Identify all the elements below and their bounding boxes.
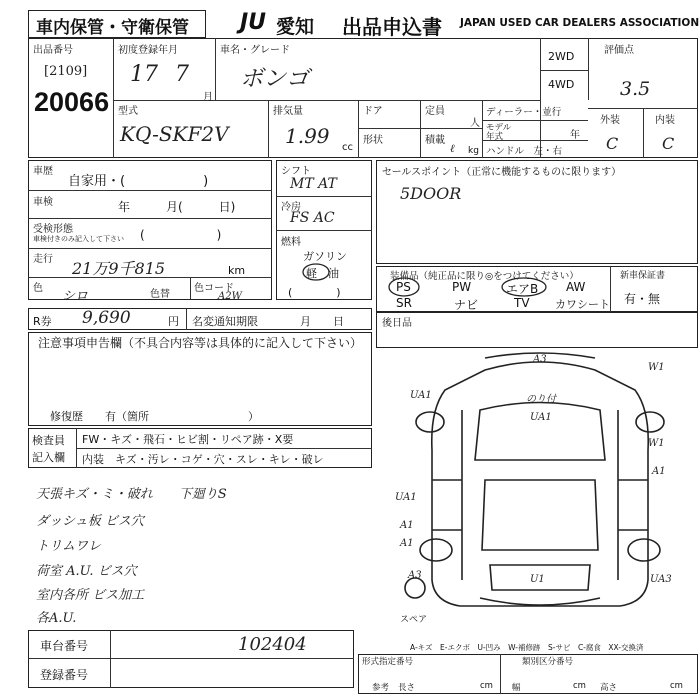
form-title: 出品申込書 bbox=[342, 15, 442, 39]
recycle-unit: 円 bbox=[168, 315, 179, 328]
model-value: KQ-SKF2V bbox=[120, 122, 229, 146]
color-value: シロ bbox=[62, 289, 89, 304]
selling-point-value: 5DOOR bbox=[400, 184, 462, 203]
lot-number-label: 出品番号 bbox=[33, 45, 73, 56]
mileage-label: 走行 bbox=[33, 254, 53, 265]
payload-value: ℓ bbox=[450, 142, 455, 155]
payload-label: 積載 bbox=[425, 135, 445, 146]
doors-label: ドア bbox=[363, 106, 383, 117]
damage-mark-a1-right: A1 bbox=[652, 466, 666, 477]
equipment-label: 装備品（純正品に限り◎をつけてください） bbox=[390, 271, 579, 282]
lot-code: [2109] bbox=[44, 64, 88, 79]
damage-mark-a1-left2: A1 bbox=[400, 538, 414, 549]
exterior-grade: C bbox=[606, 134, 619, 153]
score-label: 評価点 bbox=[604, 45, 634, 56]
lot-number: 20066 bbox=[34, 87, 110, 117]
receive-value: ( ) bbox=[140, 228, 222, 242]
damage-legend: A-キズ E-エクボ U-凹み W-補修跡 S-サビ C-腐食 XX-交換済 bbox=[410, 643, 644, 652]
note-line-3: トリムワレ bbox=[36, 539, 102, 554]
receive-sub: 車検付きのみ記入して下さい bbox=[33, 235, 124, 243]
damage-mark-w1-right: W1 bbox=[648, 438, 665, 449]
equip-circles bbox=[384, 276, 584, 300]
receive-label: 受検形態 bbox=[33, 224, 73, 235]
fuel-circle bbox=[301, 262, 331, 282]
height-unit: cm bbox=[670, 681, 683, 691]
logo-text: 愛知 bbox=[276, 16, 315, 38]
notes-label: 注意事項申告欄（不具合内容等は具体的に記入して下さい） bbox=[38, 336, 363, 350]
month-unit: 月 bbox=[203, 92, 213, 103]
warranty-value: 有・無 bbox=[624, 292, 661, 306]
model-year-label-2: 年式 bbox=[486, 132, 504, 142]
drive-4wd: 4WD bbox=[548, 78, 575, 91]
recycle-value: 9,690 bbox=[82, 308, 131, 328]
width-unit: cm bbox=[573, 681, 586, 691]
inspection-label: 車検 bbox=[33, 197, 53, 208]
mileage-unit: km bbox=[228, 264, 246, 277]
transfer-label: 名変通知期限 bbox=[192, 315, 258, 328]
damage-mark-ua1-left: UA1 bbox=[410, 390, 432, 401]
equip-pw: PW bbox=[452, 280, 472, 294]
damage-mark-ua1-roof: UA1 bbox=[530, 412, 552, 423]
color-change-label: 色替 bbox=[150, 289, 170, 300]
color-code-value: A2W bbox=[218, 291, 242, 302]
inspector-line-2: 内装 キズ・汚レ・コゲ・穴・スレ・キレ・破レ bbox=[82, 453, 324, 466]
ac-label: 冷房 bbox=[281, 202, 301, 213]
fuel-label: 燃料 bbox=[281, 237, 301, 248]
inspection-value: 年 月( 日) bbox=[118, 200, 236, 214]
capacity-label: 定員 bbox=[425, 106, 445, 117]
car-diagram bbox=[390, 350, 690, 620]
damage-mark-a3-left: A3 bbox=[408, 570, 422, 581]
storage-note: 車内保管・守衛保管 bbox=[36, 18, 189, 38]
fuel-value-3: ( ) bbox=[288, 286, 341, 299]
inspector-line-1: FW・キズ・飛石・ヒビ割・リペア跡・X要 bbox=[82, 433, 294, 446]
capacity-unit: 人 bbox=[470, 118, 480, 129]
association-name: JAPAN USED CAR DEALERS ASSOCIATION bbox=[460, 17, 700, 29]
chassis-label: 車台番号 bbox=[40, 639, 89, 653]
history-value: 自家用・( ) bbox=[68, 174, 209, 189]
color-code-label: 色コード bbox=[194, 283, 234, 294]
note-line-5: 室内各所 ビス加工 bbox=[36, 588, 145, 603]
length-unit: cm bbox=[480, 681, 493, 691]
displacement-label: 排気量 bbox=[273, 106, 303, 117]
damage-mark-a3-top: A3 bbox=[533, 354, 547, 365]
ref-label: 参考 bbox=[372, 683, 390, 693]
equip-tv: TV bbox=[514, 296, 530, 310]
chassis-value: 102404 bbox=[238, 634, 307, 655]
drive-2wd: 2WD bbox=[548, 50, 575, 63]
mileage-value: 21万9千815 bbox=[72, 259, 166, 278]
displacement-value: 1.99 bbox=[285, 124, 330, 148]
history-label: 車歴 bbox=[33, 166, 53, 177]
score-value: 3.5 bbox=[620, 78, 651, 100]
dealer-label: ディーラー・並行 bbox=[486, 107, 562, 118]
note-line-2: ダッシュ板 ビス穴 bbox=[36, 514, 144, 529]
recycle-label: R券 bbox=[33, 315, 52, 328]
year-unit: 年 bbox=[570, 130, 580, 141]
note-line-1: 天張キズ・ミ・破れ 下廻りS bbox=[36, 487, 227, 502]
shift-label: シフト bbox=[281, 166, 311, 177]
fuel-value-1: ガソリン bbox=[303, 250, 347, 263]
logo-mark: JU bbox=[240, 10, 267, 35]
class-label: 類別区分番号 bbox=[522, 657, 574, 667]
equip-leather-seat: カワシート bbox=[555, 298, 610, 311]
rear-items-box bbox=[376, 312, 698, 348]
interior-grade: C bbox=[662, 134, 675, 153]
repair-history: 修復歴 有（箇所 ） bbox=[50, 410, 259, 423]
length-label: 長さ bbox=[398, 683, 416, 693]
exterior-label: 外装 bbox=[600, 115, 620, 126]
damage-mark-glue: のり付 bbox=[526, 394, 556, 405]
interior-label: 内装 bbox=[655, 115, 675, 126]
handle-label: ハンドル 左・右 bbox=[486, 146, 563, 157]
payload-unit: kg bbox=[468, 146, 479, 156]
warranty-label: 新車保証書 bbox=[620, 271, 666, 281]
car-name-label: 車名・グレード bbox=[220, 45, 290, 56]
transfer-value: 月 日 bbox=[300, 315, 344, 328]
inspector-label-2: 記入欄 bbox=[32, 451, 65, 464]
first-registration-year: 17 bbox=[130, 62, 158, 87]
spare-label: スペア bbox=[400, 615, 428, 625]
equip-ps: PS bbox=[396, 280, 411, 294]
damage-mark-ua3-right: UA3 bbox=[650, 574, 672, 585]
fuel-value-2: 軽 油 bbox=[306, 267, 339, 280]
type-cert-label: 形式指定番号 bbox=[362, 657, 414, 667]
rear-items-label: 後日品 bbox=[382, 318, 412, 329]
damage-mark-u1-rear: U1 bbox=[530, 574, 545, 585]
damage-mark-w1-top-right: W1 bbox=[648, 362, 665, 373]
selling-point-label: セールスポイント（正常に機能するものに限ります） bbox=[382, 167, 622, 178]
note-line-6: 各A.U. bbox=[36, 611, 77, 626]
color-label: 色 bbox=[33, 283, 43, 294]
equip-navi: ナビ bbox=[454, 298, 479, 312]
equip-airbag: エアB bbox=[506, 282, 539, 296]
width-label: 幅 bbox=[512, 683, 521, 693]
registration-label: 登録番号 bbox=[40, 668, 89, 682]
cc-unit: cc bbox=[342, 142, 353, 153]
damage-mark-ua1-side: UA1 bbox=[395, 492, 417, 503]
first-registration-label: 初度登録年月 bbox=[118, 45, 178, 56]
ac-value: FS AC bbox=[290, 210, 335, 226]
first-registration-month: 7 bbox=[175, 62, 189, 87]
model-year-label-1: モデル bbox=[486, 123, 512, 133]
car-name-value: ボンゴ bbox=[240, 66, 309, 92]
shape-label: 形状 bbox=[363, 135, 383, 146]
damage-mark-a1-left1: A1 bbox=[400, 520, 414, 531]
height-label: 高さ bbox=[600, 683, 618, 693]
inspector-label-1: 検査員 bbox=[32, 434, 65, 447]
equip-aw: AW bbox=[566, 280, 586, 294]
note-line-4: 荷室 A.U. ビス穴 bbox=[36, 564, 137, 579]
model-label: 型式 bbox=[118, 106, 138, 117]
shift-value: MT AT bbox=[290, 176, 337, 192]
equip-sr: SR bbox=[396, 296, 412, 310]
